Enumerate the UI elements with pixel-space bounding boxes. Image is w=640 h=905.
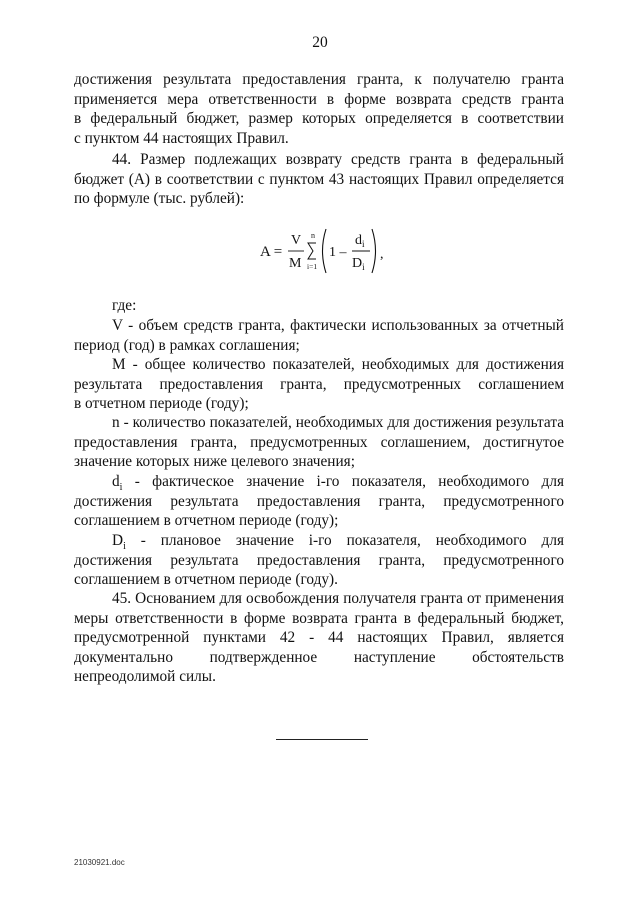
- formula-comma: ,: [380, 247, 384, 262]
- symbol-D: D: [112, 532, 124, 549]
- footer-file-code: 21030921.doc: [74, 858, 125, 867]
- text-line: период (год) в рамках соглашения;: [74, 336, 300, 354]
- definition-n: [74, 413, 564, 472]
- symbol-d: d: [112, 473, 120, 490]
- text-line: в отчетном периоде (году);: [74, 395, 249, 413]
- formula-one-minus: 1 –: [329, 245, 347, 260]
- formula-lhs: A =: [260, 244, 283, 260]
- text-line: с пунктом 44 настоящих Правил.: [74, 129, 289, 147]
- text-line: M - общее количество показателей, необходимых для достижения: [112, 356, 564, 373]
- formula-D: $D_i$: [352, 256, 365, 272]
- text-line: соглашением в отчетном периоде (году);: [74, 512, 339, 530]
- text-line: 45. Основанием для освобождения получателя гранта от применения: [112, 590, 564, 607]
- definition-text: - фактическое значение i-го показателя, необходимого для: [122, 473, 564, 490]
- text-line: достижения результата предоставления гранта, предусмотренного: [74, 551, 564, 569]
- text-line: непреодолимой силы.: [74, 668, 216, 686]
- text-line: [74, 531, 564, 551]
- symbol-subscript: i: [119, 482, 123, 494]
- paragraph-44: [74, 150, 564, 209]
- text-line: n - количество показателей, необходимых для достижения результата: [112, 414, 564, 431]
- left-paren: [323, 229, 327, 273]
- where-label: где:: [112, 297, 137, 314]
- text-line: предоставления гранта, предусмотренных соглашением, достигнутое: [74, 433, 564, 451]
- text-line: в федеральный бюджет, размер которых определяется в соответствии: [74, 110, 564, 128]
- formula: [258, 221, 398, 281]
- text-line: 44. Размер подлежащих возврату средств гранта в федеральный: [112, 151, 564, 168]
- formula-numerator: V: [291, 233, 302, 248]
- separator-line: [276, 739, 368, 740]
- text-line: [74, 472, 564, 492]
- right-paren: [372, 229, 376, 273]
- definition-V: [74, 316, 564, 355]
- text-line: результата предоставления гранта, предусмотренных соглашением: [74, 375, 564, 393]
- formula-d: $d_i$: [355, 233, 365, 249]
- symbol-subscript: i: [123, 541, 126, 553]
- text-line: документально подтвержденное наступление обстоятельств: [74, 648, 564, 666]
- text-line: меры ответственности в форме возврата гранта в федеральный бюджет,: [74, 609, 564, 627]
- text-line: бюджет (А) в соответствии с пунктом 43 настоящих Правил определяется: [74, 170, 564, 188]
- definition-d-i: [74, 472, 564, 531]
- definition-text: - плановое значение i-го показателя, необходимого для: [125, 532, 564, 549]
- paragraph-continuation: [74, 70, 564, 148]
- sum-sign: [308, 243, 316, 259]
- sum-lower-limit: i=1: [307, 262, 318, 271]
- sum-upper-limit: n: [311, 231, 315, 240]
- definition-D-i: [74, 531, 564, 590]
- formula-graphic: [258, 221, 398, 281]
- paragraph-45: [74, 589, 564, 687]
- where-label-block: [74, 296, 564, 316]
- text-line: предусмотренной пунктами 42 - 44 настоящих Правил, является: [74, 629, 564, 647]
- text-line: достижения результата предоставления гранта, предусмотренного: [74, 492, 564, 510]
- text-line: по формуле (тыс. рублей):: [74, 190, 245, 208]
- definition-M: [74, 355, 564, 414]
- text-line: V - объем средств гранта, фактически использованных за отчетный: [112, 317, 564, 334]
- text-line: значение которых ниже целевого значения;: [74, 453, 355, 471]
- page-number: 20: [312, 34, 328, 51]
- formula-denominator: M: [289, 256, 302, 271]
- text-line: соглашением в отчетном периоде (году).: [74, 571, 338, 589]
- text-line: применяется мера ответственности в форме возврата средств гранта: [74, 90, 564, 108]
- text-line: достижения результата предоставления гранта, к получателю гранта: [74, 71, 564, 88]
